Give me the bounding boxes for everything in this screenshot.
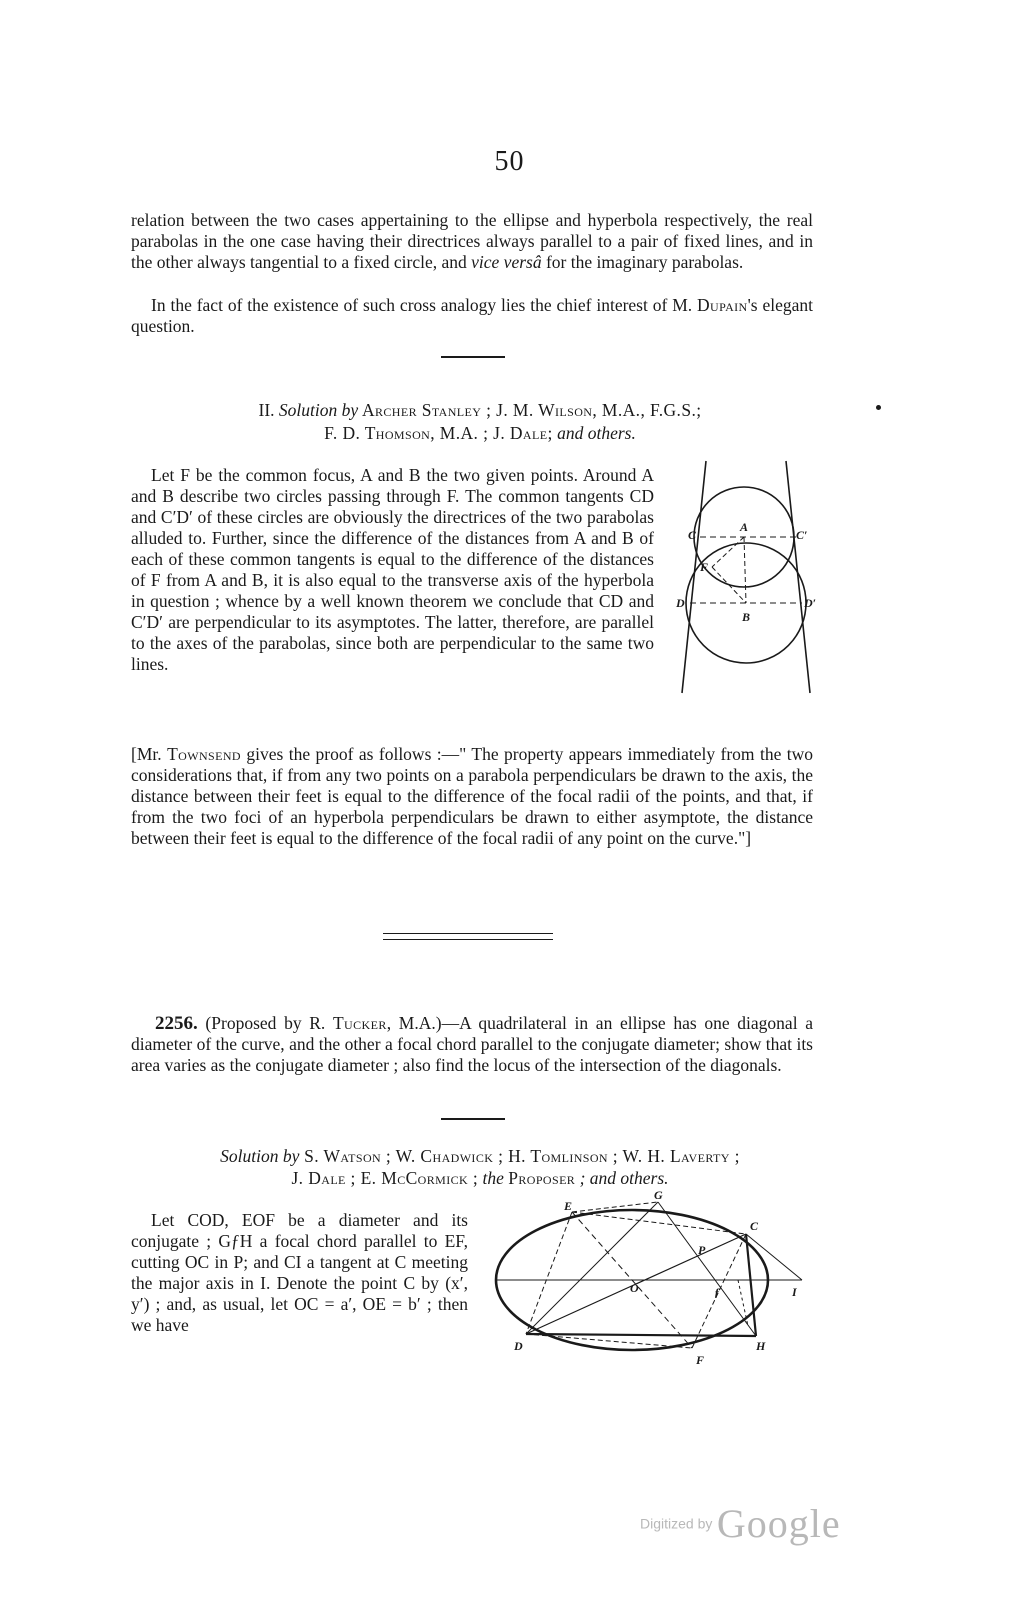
- figure-circles-tangents: [672, 455, 832, 695]
- label-d: D: [514, 1339, 523, 1353]
- label-c-prime: C′: [796, 528, 808, 542]
- proposer-end: , M.A.): [386, 1013, 442, 1033]
- google-logo: Google: [716, 1501, 841, 1546]
- intro-paragraph: [131, 210, 813, 273]
- solution2256-body: Let COD, EOF be a diameter and its conjugate ; GƒH a focal chord parallel to EF, cutting OC in P; and CI a tangent at C meeting the major axis in I. Denote the point C by (x′, y′) ; and, as usual, let OC = a′, OE = b′ ; then we have: [131, 1210, 468, 1335]
- watermark-prefix: Digitized by: [640, 1515, 713, 1532]
- solution-contributors-1: Archer Stanley ; J. M. Wilson, M.A., F.G.S.;: [358, 400, 702, 420]
- solution-contributors-2: F. D. Thomson, M.A. ; J. Dale;: [324, 423, 553, 443]
- townsend-note: [131, 744, 813, 849]
- radius-bf: [712, 567, 746, 603]
- problem-2256: [131, 1013, 813, 1076]
- label-a: A: [740, 520, 749, 534]
- label-g: G: [654, 1188, 663, 1202]
- problem-number: 2256.: [155, 1013, 198, 1034]
- double-divider: [383, 933, 553, 940]
- solution-and-others: and others.: [552, 423, 636, 443]
- solution-numeral: II.: [258, 400, 279, 420]
- chord-dg: [526, 1202, 658, 1334]
- solution2256-contributors-2: J. Dale ; E. McCormick ;: [291, 1168, 479, 1188]
- tangent-c2d2: [786, 461, 810, 693]
- label-f: F: [696, 1353, 705, 1367]
- figure-ellipse: [492, 1188, 822, 1376]
- intro-text: relation between the two cases appertaining to the ellipse and hyperbola respectively, the real parabolas in the one case having their directrices always parallel to a pair of fixed lines, and in the other always tangential to a fixed circle, and: [131, 210, 813, 272]
- solution2256-proposer: Proposer: [508, 1168, 576, 1188]
- label-d: D: [676, 596, 685, 610]
- radius-af: [712, 537, 744, 567]
- note-start: [Mr.: [131, 744, 168, 764]
- note-body: gives the proof as follows :—" The property appears immediately from the two considerations that, if from any two points on a parabola perpendiculars be drawn to the axis, the distance between their feet is equal to the difference of the focal radii of the points, and that, if from the two foci of an hyperbola perpendiculars be drawn to either asymptote, the distance between their feet is equal to the difference of the focal radii of any point on the curve."]: [131, 744, 814, 848]
- tangent-ci: [746, 1234, 802, 1280]
- label-h: H: [756, 1339, 766, 1353]
- label-f-focus: ƒ: [714, 1285, 720, 1299]
- digitized-watermark: [640, 1500, 841, 1547]
- chord-dh: [526, 1334, 756, 1336]
- solution-body: Let F be the common focus, A and B the two given points. Around A and B describe two circles passing through F. The common tangents CD and C′D′ of these circles are obviously the directrices of the two parabolas alluded to. Further, since the difference of the distances from A and B of each of these common tangents is equal to the difference of the distances of F from A and B, it is also equal to the transverse axis of the hyperbola in question ; whence by a well known theorem we conclude that CD and C′D′ are perpendicular to its asymptotes. The latter, therefore, are parallel to the axes of the parabolas, since both are perpendicular to the same two lines.: [131, 465, 654, 674]
- solution2256-heading-line1: [130, 1146, 830, 1167]
- line-ab: [744, 537, 746, 603]
- intro-p2-text: In the fact of the existence of such cross analogy lies the chief interest of M.: [151, 295, 698, 315]
- label-c: C: [750, 1219, 759, 1233]
- section-divider: [441, 356, 505, 358]
- stray-mark: [876, 405, 881, 410]
- solution2256-by: Solution by: [220, 1146, 300, 1166]
- tangent-cd: [682, 461, 709, 693]
- label-b: B: [742, 610, 751, 624]
- proposer-start: (Proposed by R.: [197, 1013, 333, 1033]
- intro-paragraph-2: [131, 295, 813, 337]
- solution2256-the: the: [478, 1168, 509, 1188]
- solution2256-and-others: ; and others.: [575, 1168, 669, 1188]
- intro-p2-name: Dupain: [697, 295, 748, 315]
- solution-heading-line2: [130, 423, 830, 444]
- solution2256-contributors-1: S. Watson ; W. Chadwick ; H. Tomlinson ; W. H. Laverty ;: [299, 1146, 740, 1166]
- label-e: E: [564, 1199, 573, 1213]
- solution2256-heading-line2: [130, 1168, 830, 1189]
- label-c: C: [688, 528, 697, 542]
- proposer-name: Tucker: [332, 1013, 387, 1033]
- intro-text-end: for the imaginary parabolas.: [541, 252, 744, 272]
- label-o: O: [630, 1281, 639, 1295]
- note-name: Townsend: [167, 744, 241, 764]
- problem-text: —A quadrilateral in an ellipse has one diagonal a diameter of the curve, and the other a focal chord parallel to the conjugate diameter; show that its area varies as the conjugate diameter ; also find the locus of the intersection of the diagonals.: [131, 1013, 813, 1075]
- solution-by: Solution by: [278, 400, 359, 420]
- section-divider-2: [441, 1118, 505, 1120]
- label-p: P: [698, 1243, 706, 1257]
- intro-italic: vice versâ: [471, 252, 542, 272]
- label-f: F: [700, 560, 709, 574]
- solution-heading-line1: [130, 400, 830, 421]
- page-number: 50: [494, 146, 525, 177]
- label-i: I: [792, 1285, 797, 1299]
- intro-p2-end: 's elegant question.: [131, 295, 813, 336]
- chord-ec: [572, 1212, 746, 1234]
- label-d-prime: D′: [804, 596, 817, 610]
